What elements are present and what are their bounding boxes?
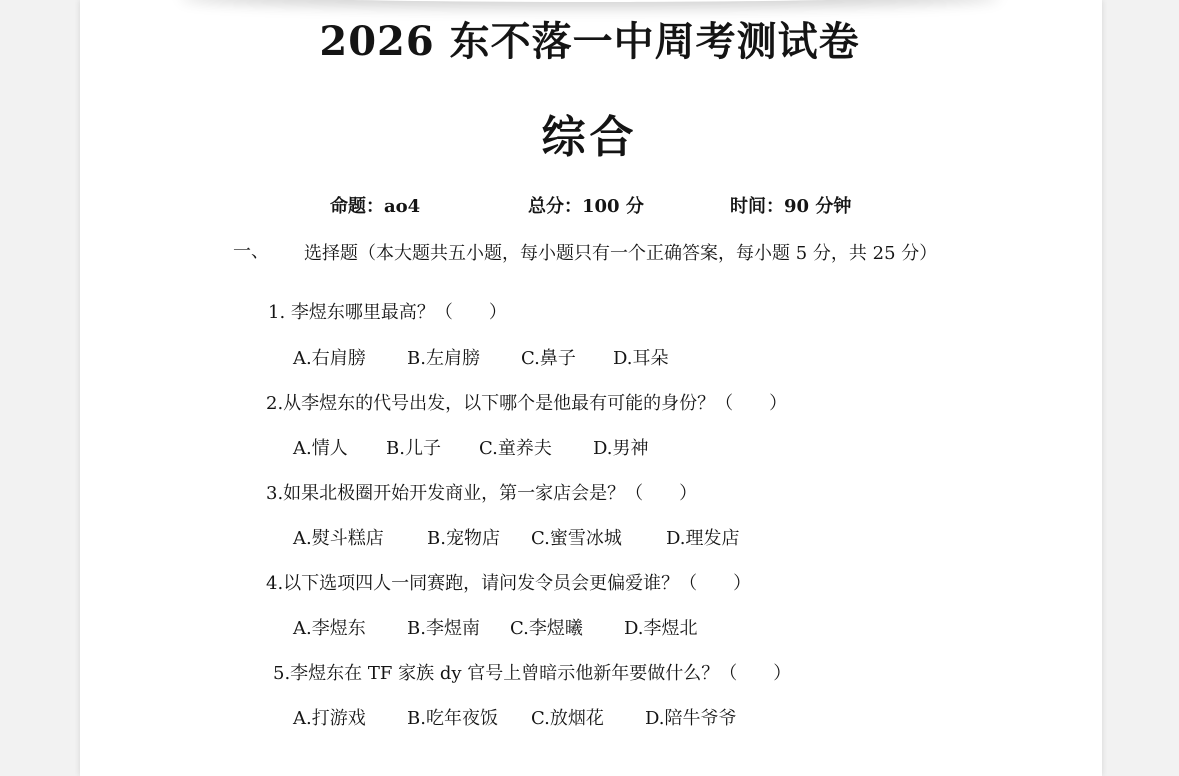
question-1: 1. 李煜东哪里最高？（ ） — [268, 302, 507, 323]
question-5-option-c: C.放烟花 — [531, 708, 604, 729]
question-3-option-d: D.理发店 — [666, 528, 740, 549]
question-2-option-b: B.儿子 — [386, 438, 441, 459]
question-3-option-a: A.熨斗糕店 — [293, 528, 384, 549]
question-2: 2.从李煜东的代号出发，以下哪个是他最有可能的身份？（ ） — [266, 393, 788, 414]
exam-subtitle: 综合 — [541, 112, 638, 163]
section-number: 一、 — [233, 241, 269, 262]
question-4-option-c: C.李煜曦 — [510, 618, 583, 639]
question-2-option-d: D.男神 — [593, 438, 649, 459]
question-3-option-b: B.宠物店 — [427, 528, 500, 549]
exam-author: 命题：ao4 — [330, 196, 421, 217]
question-1-option-b: B.左肩膀 — [407, 348, 480, 369]
exam-title: 2026 东不落一中周考测试卷 — [319, 18, 860, 65]
question-5: 5.李煜东在 TF 家族 dy 官号上曾暗示他新年要做什么？（ ） — [273, 663, 792, 684]
question-5-option-a: A.打游戏 — [293, 708, 366, 729]
question-2-option-a: A.情人 — [293, 438, 348, 459]
exam-time-limit: 时间：90 分钟 — [730, 196, 852, 217]
question-5-option-d: D.陪牛爷爷 — [645, 708, 737, 729]
question-4-option-b: B.李煜南 — [407, 618, 480, 639]
question-1-option-a: A.右肩膀 — [293, 348, 366, 369]
question-4-option-d: D.李煜北 — [624, 618, 698, 639]
question-5-option-b: B.吃年夜饭 — [407, 708, 498, 729]
question-4-option-a: A.李煜东 — [293, 618, 366, 639]
question-2-option-c: C.童养夫 — [479, 438, 552, 459]
question-3: 3.如果北极圈开始开发商业，第一家店会是？（ ） — [266, 483, 698, 504]
question-4: 4.以下选项四人一同赛跑，请问发令员会更偏爱谁？（ ） — [266, 573, 752, 594]
question-3-option-c: C.蜜雪冰城 — [531, 528, 622, 549]
exam-total-score: 总分：100 分 — [528, 196, 644, 217]
question-1-option-c: C.鼻子 — [521, 348, 576, 369]
section-instructions: 选择题（本大题共五小题，每小题只有一个正确答案，每小题 5 分，共 25 分） — [304, 243, 938, 264]
question-1-option-d: D.耳朵 — [613, 348, 669, 369]
